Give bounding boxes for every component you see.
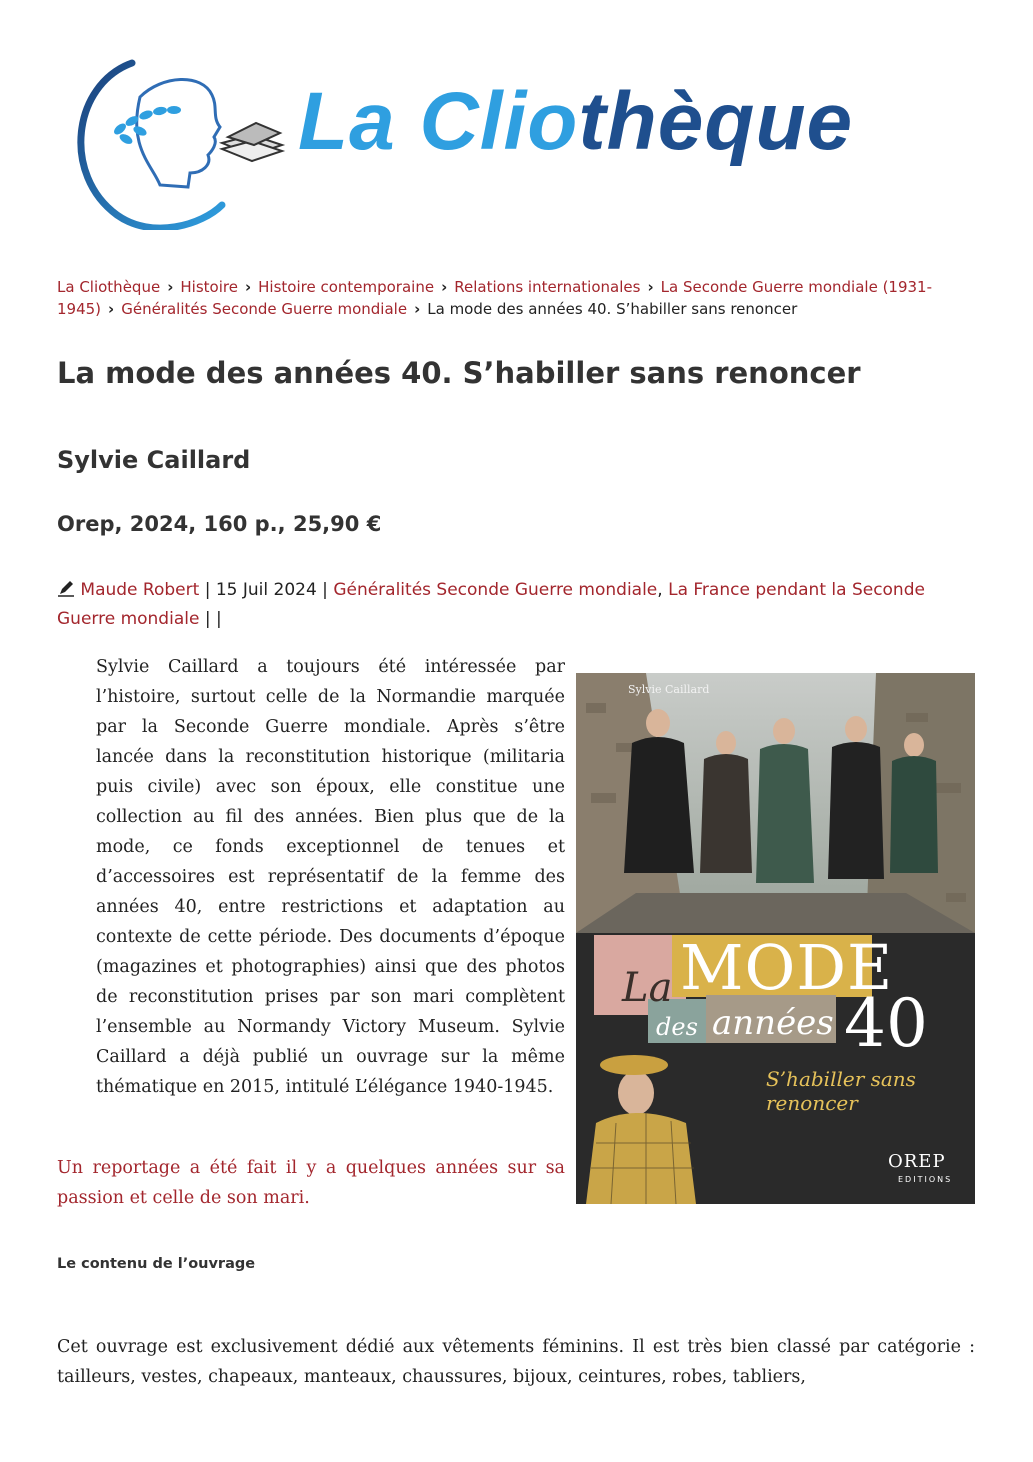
- pen-icon: [57, 579, 75, 597]
- section-heading: Le contenu de l’ouvrage: [57, 1256, 256, 1272]
- category-link-generalites[interactable]: Généralités Seconde Guerre mondiale: [333, 580, 658, 600]
- breadcrumb-item-home[interactable]: La Cliothèque: [57, 278, 161, 296]
- publication-info: Orep, 2024, 160 p., 25,90 €: [57, 512, 382, 536]
- cover-title-la: La: [622, 965, 673, 1011]
- category-link-france[interactable]: La France pendant la Seconde Guerre mondiale: [57, 580, 925, 629]
- cover-title-40: 40: [844, 985, 928, 1062]
- breadcrumb-separator: ›: [167, 278, 174, 296]
- reportage-link[interactable]: Un reportage a été fait il y a quelques années sur sa passion et celle de son mari.: [57, 1158, 565, 1208]
- meta-separator: |: [322, 580, 328, 600]
- breadcrumb-separator: ›: [441, 278, 448, 296]
- reviewer-link[interactable]: Maude Robert: [80, 580, 200, 600]
- breadcrumb-item-generalites[interactable]: Généralités Seconde Guerre mondiale: [121, 300, 408, 318]
- content-paragraph: Cet ouvrage est exclusivement dédié aux vêtements féminins. Il est très bien classé par catégorie : tailleurs, vestes, chapeaux, manteaux, chaussures, bijoux, ceintures, robes, tabliers,: [57, 1337, 975, 1387]
- cover-title-mode: MODE: [680, 931, 894, 1004]
- book-icon: [222, 123, 282, 161]
- meta-separator: |: [204, 580, 211, 600]
- breadcrumb: [57, 276, 977, 320]
- site-logo[interactable]: [62, 55, 942, 230]
- breadcrumb-separator: ›: [244, 278, 252, 296]
- breadcrumb-item-seconde-guerre-mondiale[interactable]: La Seconde Guerre mondiale (1931-1945): [57, 278, 933, 318]
- breadcrumb-separator: ›: [414, 300, 421, 318]
- breadcrumb-item-histoire-contemporaine[interactable]: Histoire contemporaine: [258, 278, 435, 296]
- cover-subtitle: S’habiller sans renoncer: [766, 1067, 916, 1115]
- breadcrumb-item-histoire[interactable]: Histoire: [180, 278, 238, 296]
- cover-title-annees: années: [712, 1003, 834, 1043]
- book-author: Sylvie Caillard: [57, 446, 251, 474]
- breadcrumb-current: La mode des années 40. S’habiller sans renoncer: [427, 300, 798, 318]
- logo-wordmark: La Cliothèque: [298, 76, 854, 167]
- meta-trail: | |: [199, 609, 222, 629]
- breadcrumb-separator: ›: [647, 278, 654, 296]
- article-meta: Maude Robert | 15 Juil 2024 | Généralités Seconde Guerre mondiale, La France pendant la Seconde Guerre mondiale | |: [57, 580, 925, 629]
- cover-title-des: des: [656, 1013, 698, 1041]
- breadcrumb-item-relations-internationales[interactable]: Relations internationales: [454, 278, 641, 296]
- reportage-paragraph: [57, 1153, 565, 1213]
- page-title: La mode des années 40. S’habiller sans renoncer: [57, 356, 861, 390]
- intro-paragraph: Sylvie Caillard a toujours été intéressée par l’histoire, surtout celle de la Normandie marquée par la Seconde Guerre mondiale. Après s’être lancée dans la reconstitution historique (militaria puis civile) avec son époux, elle constitue une collection au fil des années. Bien plus que de la mode, ce fonds exceptionnel de tenues et d’accessoires est représentatif de la femme des années 40, entre restrictions et adaptation au contexte de cette période. Des documents d’époque (magazines et photographies) ainsi que des photos de reconstitution prises par son mari complètent l’ensemble au Normandy Victory Museum. Sylvie Caillard a déjà publié un ouvrage sur la même thématique en 2015, intitulé L’élégance 1940-1945.: [96, 657, 565, 1097]
- breadcrumb-separator: ›: [108, 300, 115, 318]
- cover-author: Sylvie Caillard: [628, 683, 710, 696]
- book-cover-image[interactable]: [576, 673, 975, 1204]
- cover-publisher-sub: EDITIONS: [898, 1175, 953, 1184]
- clio-head-laurel-icon: [62, 55, 298, 230]
- cover-publisher: OREP: [888, 1151, 946, 1172]
- review-date: 15 Juil 2024: [215, 580, 317, 600]
